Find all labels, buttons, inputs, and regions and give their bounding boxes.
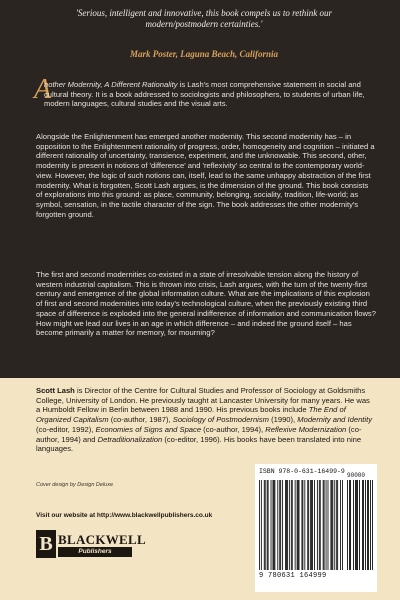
bio-book-title: Economies of Signs and Space <box>95 424 202 434</box>
barcode-bar <box>307 480 308 570</box>
barcode-bar <box>332 480 333 570</box>
barcode-bar <box>304 480 305 570</box>
bio-text: (1990), <box>269 415 298 425</box>
drop-cap: A <box>34 74 52 105</box>
blurb-paragraph-3: The first and second modernities co-existed in a state of irresolvable tension along the history of western industrial capitalism. This is thrown into crisis, Lash argues, with the turn of the twenty-first century and emergence of the global information culture. What are the implications of this explosion of first and second modernities into today's technological culture, when the previously existing third space of difference is exploded into the general indifference of information and communication flows? How might we lead our lives in an age in which difference – and indeed the ground itself – has become primarily a matter for memory, for mourning? <box>36 270 376 338</box>
barcode-bar <box>291 480 292 570</box>
barcode-bar <box>359 480 360 570</box>
isbn-text: ISBN 978-0-631-16499-9 <box>259 468 345 475</box>
publisher-mark: B <box>36 530 56 558</box>
barcode-bar <box>362 480 363 570</box>
barcode <box>255 464 377 592</box>
barcode-bar <box>370 480 371 570</box>
barcode-bar <box>319 480 320 570</box>
website-link[interactable]: Visit our website at http://www.blackwellpublishers.co.uk <box>36 512 213 519</box>
barcode-bar <box>349 480 350 570</box>
barcode-bar <box>334 480 335 570</box>
barcode-bar <box>353 480 354 570</box>
barcode-bar <box>342 480 343 570</box>
bio-text: (co-author, 1987), <box>108 415 173 425</box>
barcode-bar <box>295 480 296 570</box>
barcode-bar <box>365 480 366 570</box>
barcode-bar <box>368 480 369 570</box>
barcode-bar <box>357 480 358 570</box>
barcode-bar <box>367 480 368 570</box>
barcode-bar <box>277 480 278 570</box>
barcode-bar <box>286 480 287 570</box>
barcode-bar <box>299 480 300 570</box>
barcode-bar <box>355 480 356 570</box>
bio-text: (co-author, 1994) and <box>36 424 362 444</box>
bio-text: (co-editor, 1996). His books have been translated into nine languages. <box>36 434 362 454</box>
barcode-bar <box>356 480 357 570</box>
bio-book-title: Reflexive Modernization <box>265 424 347 434</box>
barcode-bar <box>280 480 281 570</box>
barcode-bar <box>314 480 315 570</box>
price-code: 90000 <box>347 472 366 479</box>
barcode-bar <box>273 480 274 570</box>
book-title: nother Modernity, A Different Rationality <box>44 80 178 89</box>
barcode-bar <box>330 480 331 570</box>
barcode-bar <box>324 480 325 570</box>
barcode-bar <box>326 480 327 570</box>
barcode-bar <box>297 480 298 570</box>
barcode-bar <box>289 480 290 570</box>
bio-book-title: Modernity and Identity <box>297 415 372 425</box>
barcode-bar <box>372 480 373 570</box>
barcode-bar <box>323 480 324 570</box>
barcode-bar <box>274 480 275 570</box>
blurb-paragraph-1 <box>44 80 372 109</box>
author-name: Scott Lash <box>36 386 75 395</box>
barcode-bar <box>302 480 303 570</box>
barcode-bar <box>282 480 283 570</box>
barcode-digits: 9 780631 164999 <box>259 572 327 580</box>
barcode-bar <box>337 480 338 570</box>
barcode-bar <box>301 480 302 570</box>
bio-text: (co-editor, 1992), <box>36 424 96 434</box>
barcode-bar <box>264 480 265 570</box>
cover-design-credit: Cover design by Design Deluxe <box>36 482 114 488</box>
barcode-bar <box>273 480 274 570</box>
barcode-bars <box>259 480 343 570</box>
bio-text: is Director of the Centre for Cultural Studies and Professor of Sociology at Goldsmiths College, University of London. He previously taught at Lancaster University for many years. He was a Humboldt Fellow in Berlin between 1988 and 1990. His previous books include <box>36 386 370 415</box>
barcode-bar <box>261 480 262 570</box>
barcode-bar <box>271 480 272 570</box>
blurb-paragraph-1-text: is Lash's most comprehensive statement in social and cultural theory. It is a book addressed to sociologists and philosophers, to students of urban life, modern languages, cultural studies and the visual arts. <box>44 80 365 109</box>
barcode-bar <box>285 480 286 570</box>
publisher-sub: Publishers <box>58 547 132 557</box>
barcode-bar <box>336 480 337 570</box>
barcode-bar <box>363 480 364 570</box>
author-panel <box>0 378 400 600</box>
bio-text: (co-author, 1994), <box>201 424 266 434</box>
barcode-bar <box>287 480 288 570</box>
barcode-bar <box>340 480 341 570</box>
bio-book-title: The End of Organized Capitalism <box>36 405 346 425</box>
barcode-bar <box>308 480 309 570</box>
bio-book-title: Detraditionalization <box>97 434 163 444</box>
barcode-bar <box>312 480 313 570</box>
barcode-bar <box>347 480 348 570</box>
publisher-logo <box>36 530 146 558</box>
review-quote: 'Serious, intelligent and innovative, this book compels us to rethink our modern/postmodern certainties.' <box>75 8 333 29</box>
barcode-bar <box>292 480 293 570</box>
barcode-bar <box>268 480 269 570</box>
review-attribution: Mark Poster, Laguna Beach, California <box>129 49 279 59</box>
barcode-bar <box>317 480 318 570</box>
blurb-paragraph-2: Alongside the Enlightenment has emerged another modernity. This second modernity has – in opposition to the Enlightenment rationality of progress, order, homogeneity and cognition – initiated a different rationality of uncertainty, transience, experiment, and the unknowable. This second, other, modernity is present in notions of 'difference' and 'reflexivity' so central to the contemporary world-view. However, the logic of such notions can, itself, lead to the same unhappy abstraction of the first modernity. What is forgotten, Scott Lash argues, is the dimension of the ground. This book consists of explorations into this ground: as place, community, belonging, sociality, tradition, life-world; as symbol, sensation, in the tactile character of the sign. The book addresses the other modernity's forgotten ground. <box>36 132 375 219</box>
barcode-bar <box>259 480 260 570</box>
barcode-bar <box>331 480 332 570</box>
barcode-bar <box>279 480 280 570</box>
barcode-bar <box>320 480 321 570</box>
bio-book-title: Sociology of Postmodernism <box>172 415 269 425</box>
publisher-name: BLACKWELL <box>58 532 146 547</box>
barcode-bar <box>328 480 329 570</box>
barcode-bar <box>311 480 312 570</box>
barcode-bar <box>267 480 268 570</box>
barcode-bar <box>350 480 351 570</box>
price-barcode-bars <box>347 480 373 570</box>
barcode-bar <box>298 480 299 570</box>
barcode-bar <box>310 480 311 570</box>
barcode-bar <box>265 480 266 570</box>
author-bio <box>36 386 376 454</box>
